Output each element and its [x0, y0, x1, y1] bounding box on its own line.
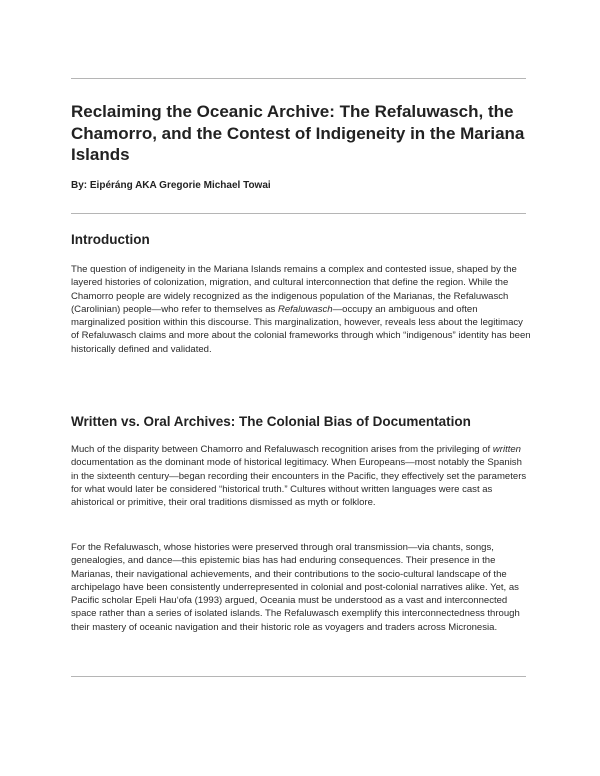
top-divider: [71, 78, 526, 79]
byline-divider: [71, 213, 526, 214]
introduction-text-part-1: The question of indigeneity in the Mariana Islands remains a complex and contested issue, shaped by the layered histories of colonization, migration, and cultural interconnection that define the region. While the Chamorro people are widely recognized as the indigenous population of the Marianas, the Refaluwasch (Carolinian) people—who refer to themselves as: [71, 264, 517, 315]
article-byline: By: Eipéráng AKA Gregorie Michael Towai: [71, 180, 271, 191]
introduction-text-part-2: —occupy an ambiguous and often marginalized position within this discourse. This marginalization, however, reveals less about the legitimacy of Refaluwasch claims and more about the colonial frameworks through which “indigenous” identity has been historically defined and validated.: [71, 303, 531, 355]
bottom-divider: [71, 676, 526, 677]
article-title: Reclaiming the Oceanic Archive: The Refaluwasch, the Chamorro, and the Contest of Indigeneity in the Mariana Islands: [71, 102, 525, 164]
archives-p1-emphasis: written: [492, 444, 521, 455]
introduction-emphasis: Refaluwasch: [277, 303, 333, 315]
archives-paragraph-1: [71, 443, 531, 509]
archives-p1-text-part-1: Much of the disparity between Chamorro and Refaluwasch recognition arises from the privileging of: [71, 444, 493, 455]
section-heading-archives: Written vs. Oral Archives: The Colonial Bias of Documentation: [71, 414, 471, 429]
introduction-paragraph: [71, 263, 531, 356]
archives-paragraph-2: For the Refaluwasch, whose histories were preserved through oral transmission—via chants, songs, genealogies, and dance—this epistemic bias has had enduring consequences. Their presence in the Marianas, their navigational achievements, and their contributions to the socio-cultural landscape of the archipelago have been consistently underrepresented in colonial and post-colonial narratives alike. Yet, as Pacific scholar Epeli Hauʻofa (1993) argued, Oceania must be understood as a vast and interconnected space rather than a series of isolated islands. The Refaluwasch exemplify this interconnectedness through their mastery of oceanic navigation and their historic role as voyagers and traders across Micronesia.: [71, 542, 520, 633]
archives-p1-text-part-2: documentation as the dominant mode of historical legitimacy. When Europeans—most notably the Spanish in the sixteenth century—began recording their encounters in the Pacific, they effectively set the parameters for what would later be considered “historical truth.” Cultures without written languages were cast as ahistorical or primitive, their oral traditions dismissed as myth or folklore.: [71, 457, 527, 509]
introduction-heading: Introduction: [71, 232, 150, 247]
